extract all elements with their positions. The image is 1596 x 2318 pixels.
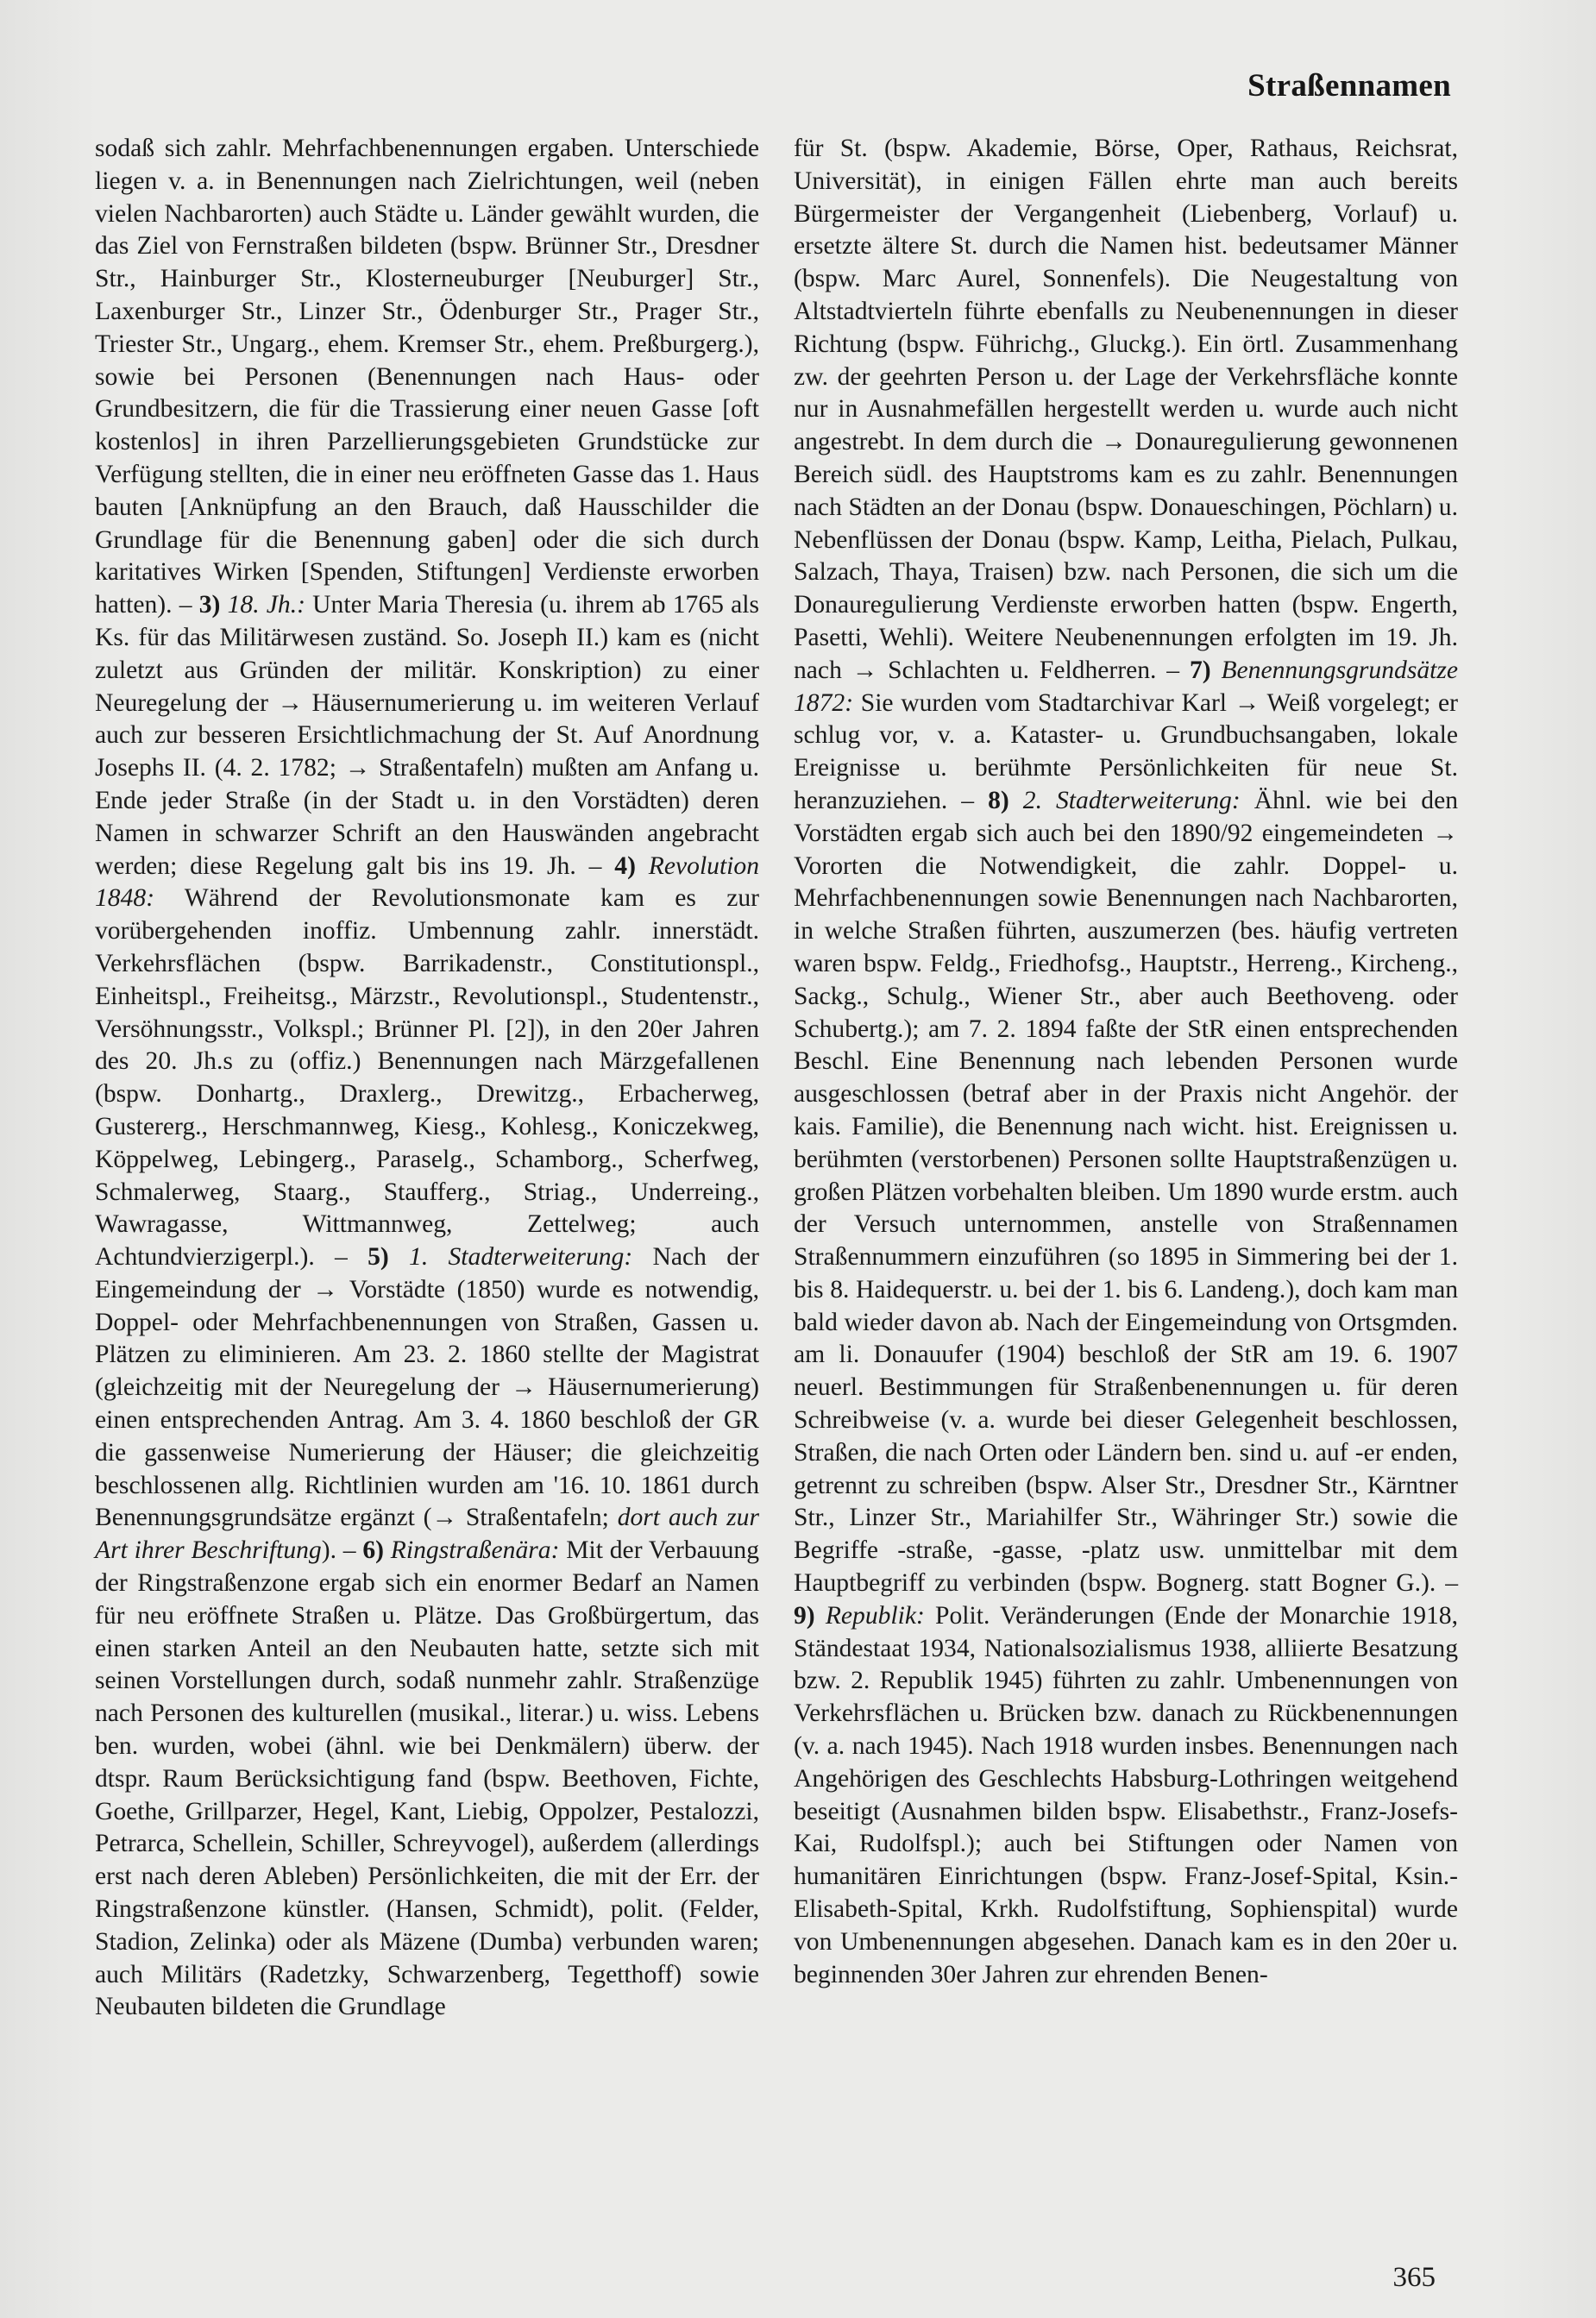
text-column-left bbox=[95, 133, 759, 2024]
section-number: 5) bbox=[368, 1243, 389, 1272]
text-run: Sie wurden vom Stadtarchivar Karl → Weiß vorgelegt; er schlug vor, v. a. Kataster- u. Grundbuchsangaben, lokale Ereignisse u. berühmte Persönlichkeiten für neue St. heranzuziehen. – bbox=[794, 688, 1458, 814]
right-column-paragraph bbox=[794, 133, 1458, 1991]
text-run: Unter Maria Theresia (u. ihrem ab 1765 als Ks. für das Militärwesen zuständ. So. Joseph II.) kam es (nicht zuletzt aus Gründen der militär. Konskription) zu einer Neuregelung der → Häusernumerierung u. im weiteren Verlauf auch zur besseren Ersichtlichmachung der St. Auf Anordnung Josephs II. (4. 2. 1782; → Straßentafeln) mußten am Anfang u. Ende jeder Straße (in der Stadt u. in den Vorstädten) deren Namen in schwarzer Schrift an den Hauswänden angebracht werden; diese Regelung galt bis ins 19. Jh. – bbox=[95, 591, 759, 880]
text-run: Ähnl. wie bei den Vorstädten ergab sich auch bei den 1890/92 eingemeindeten → Vororten die Notwendigkeit, die zahlr. Doppel- u. Mehrfachbenennungen sowie Benennungen nach Nachbarorten, in welche Straßen führten, auszumerzen (bes. häufig vertreten waren bspw. Feldg., Friedhofsg., Hauptstr., Herreng., Kircheng., Sackg., Schulg., Wiener Str., aber auch Beethoveng. oder Schubertg.); am 7. 2. 1894 faßte der StR einen entsprechenden Beschl. Eine Benennung nach lebenden Personen wurde ausgeschlossen (betraf aber in der Praxis nicht Angehör. der kais. Familie), die Benennung nach wicht. hist. Ereignissen u. berühmten (verstorbenen) Personen sollte Hauptstraßenzügen u. großen Plätzen vorbehalten bleiben. Um 1890 wurde erstm. auch der Versuch unternommen, anstelle von Straßennamen Straßennummern einzuführen (so 1895 in Simmering bei der 1. bis 8. Haidequerstr. u. bei der 1. bis 6. Landeng.), doch kam man bald wieder davon ab. Nach der Eingemeindung von Ortsgmden. am li. Donauufer (1904) beschloß der StR am 19. 6. 1907 neuerl. Bestimmungen für Straßenbenennungen u. für deren Schreibweise (v. a. wurde bei dieser Gelegenheit beschlossen, Straßen, die nach Orten oder Ländern ben. sind u. auf -er enden, getrennt zu schreiben (bspw. Alser Str., Dresdner Str., Kärntner Str., Linzer Str., Mariahilfer Str., Währinger Str.) sowie die Begriffe -straße, -gasse, -platz usw. unmittelbar mit dem Hauptbegriff zu verbinden (bspw. Bognerg. statt Bogner G.). – bbox=[794, 786, 1458, 1598]
section-heading: Republik: bbox=[825, 1601, 925, 1630]
text-run bbox=[389, 1243, 409, 1271]
left-column-paragraph bbox=[95, 133, 759, 2024]
text-run bbox=[1009, 787, 1023, 814]
text-run: sodaß sich zahlr. Mehrfachbenennungen ergaben. Unterschiede liegen v. a. in Benennungen nach Zielrichtungen, weil (neben vielen Nachbarorten) auch Städte u. Länder gewählt wurden, die das Ziel von Fernstraßen bildeten (bspw. Brünner Str., Dresdner Str., Hainburger Str., Klosterneuburger [Neuburger] Str., Laxenburger Str., Linzer Str., Ödenburger Str., Prager Str., Triester Str., Ungarg., ehem. Kremser Str., ehem. Preßburgerg.), sowie bei Personen (Benennungen nach Haus- oder Grundbesitzern, die für die Trassierung einer neuen Gasse [oft kostenlos] in ihren Parzellierungsgebieten Grundstücke zur Verfügung stellten, die in einer neu eröffneten Gasse das 1. Haus bauten [Anknüpfung an den Brauch, daß Hausschilder die Grundlage für die Benennung gaben] oder die sich durch karitatives Wirken [Spenden, Stiftungen] Verdienste erworben hatten). – bbox=[95, 135, 759, 619]
section-heading: Revolution 1848: bbox=[95, 851, 759, 913]
section-heading: 18. Jh.: bbox=[227, 591, 305, 619]
text-run bbox=[220, 591, 227, 619]
section-heading: 2. Stadterweiterung: bbox=[1022, 786, 1241, 814]
text-run bbox=[636, 852, 649, 880]
section-heading: Benennungsgrundsätze 1872: bbox=[794, 656, 1459, 717]
text-column-right bbox=[794, 133, 1458, 1991]
section-number: 7) bbox=[1189, 656, 1211, 684]
section-number: 3) bbox=[198, 591, 221, 619]
text-run: Nach der Eingemeindung der → Vorstädte (1850) wurde es notwendig, Doppel- oder Mehrfachbenennungen von Straßen, Gassen u. Plätzen zu eliminieren. Am 23. 2. 1860 stellte der Magistrat (gleichzeitig mit der Neuregelung der → Häusernumerierung) einen entsprechenden Antrag. Am 3. 4. 1860 beschloß der GR die gassenweise Numerierung der Häuser; die gleichzeitig beschlossenen allg. Richtlinien wurden am '16. 10. 1861 durch Benennungsgrundsätze ergänzt (→ Straßentafeln; bbox=[95, 1243, 759, 1532]
section-number: 8) bbox=[988, 786, 1009, 814]
section-heading: 1. Stadterweiterung: bbox=[409, 1243, 633, 1272]
text-run bbox=[815, 1602, 826, 1630]
text-run: Während der Revolutionsmonate kam es zur vorübergehenden inoffiz. Umbennung zahlr. innerstädt. Verkehrsflächen (bspw. Barrikadenstr., Constitutionspl., Einheitspl., Freiheitsg., Märzstr., Revolutionspl., Studentenstr., Versöhnungsstr., Volkspl.; Brünner Pl. [2]), in den 20er Jahren des 20. Jh.s zu (offiz.) Benennungen nach Märzgefallenen (bspw. Donhartg., Draxlerg., Drewitzg., Erbacherweg, Gustererg., Herschmannweg, Kiesg., Kohlesg., Koniczekweg, Köppelweg, Lebingerg., Paraselg., Schamborg., Scherfweg, Schmalerweg, Staarg., Staufferg., Striag., Underreing., Wawragasse, Wittmannweg, Zettelweg; auch Achtundvierzigerpl.). – bbox=[95, 884, 759, 1272]
text-run: Mit der Verbauung der Ringstraßenzone ergab sich ein enormer Bedarf an Namen für neu eröffnete Straßen u. Plätze. Das Großbürgertum, das einen starken Anteil an den Neubauten hatte, setzte sich mit seinen Vorstellungen durch, sodaß nunmehr zahlr. Straßenzüge nach Personen des kulturellen (musikal., literar.) u. wiss. Lebens ben. wurden, wobei (ähnl. wie bei Denkmälern) überw. der dtspr. Raum Berücksichtigung fand (bspw. Beethoven, Fichte, Goethe, Grillparzer, Hegel, Kant, Liebig, Oppolzer, Pestalozzi, Petrarca, Schellein, Schiller, Schreyvogel), außerdem (allerdings erst nach deren Ableben) Persönlichkeiten, die mit der Err. der Ringstraßenzone künstler. (Hansen, Schmidt), polit. (Felder, Stadion, Zelinka) oder als Mäzene (Dumba) verbunden waren; auch Militärs (Radetzky, Schwarzenberg, Tegetthoff) sowie Neubauten bildeten die Grundlage bbox=[95, 1536, 760, 2021]
text-run bbox=[1211, 656, 1222, 684]
section-heading: dort auch zur Art ihrer Beschriftung bbox=[95, 1504, 759, 1565]
section-number: 9) bbox=[794, 1601, 815, 1630]
section-number: 6) bbox=[362, 1536, 384, 1565]
running-head: Straßennamen bbox=[1247, 68, 1451, 104]
section-heading: Ringstraßenära: bbox=[390, 1536, 560, 1565]
text-run bbox=[384, 1536, 391, 1564]
text-run: ). – bbox=[321, 1536, 363, 1565]
text-run: für St. (bspw. Akademie, Börse, Oper, Rathaus, Reichsrat, Universität), in einigen Fällen ehrte man auch bereits Bürgermeister der Vergangenheit (Liebenberg, Vorlauf) u. ersetzte ältere St. durch die Namen hist. bedeutsamer Männer (bspw. Marc Aurel, Sonnenfels). Die Neugestaltung von Altstadtvierteln führte ebenfalls zu Neubenennungen in dieser Richtung (bspw. Führichg., Gluckg.). Ein örtl. Zusammenhang zw. der geehrten Person u. der Lage der Verkehrsfläche konnte nur in Ausnahmefällen hergestellt werden u. wurde auch nicht angestrebt. In dem durch die → Donauregulierung gewonnenen Bereich südl. des Hauptstroms kam es zu zahlr. Benennungen nach Städten an der Donau (bspw. Donaueschingen, Pöchlarn) u. Nebenflüssen der Donau (bspw. Kamp, Leitha, Pielach, Pulkau, Salzach, Thaya, Traisen) bzw. nach Personen, die sich um die Donauregulierung Verdienste erworben hatten (bspw. Engerth, Pasetti, Wehli). Weitere Neubenennungen erfolgten im 19. Jh. nach → Schlachten u. Feldherren. – bbox=[794, 135, 1458, 684]
page-number: 365 bbox=[1392, 2262, 1436, 2293]
text-run: Polit. Veränderungen (Ende der Monarchie 1918, Ständestaat 1934, Nationalsozialismus 1938, alliierte Besatzung bzw. 2. Republik 1945) führten zu zahlr. Umbenennungen von Verkehrsflächen u. Brücken bzw. danach zu Rückbenennungen (v. a. nach 1945). Nach 1918 wurden insbes. Benennungen nach Angehörigen des Geschlechts Habsburg-Lothringen weitgehend beseitigt (Ausnahmen bilden bspw. Elisabethstr., Franz-Josefs-Kai, Rudolfspl.); auch bei Stiftungen oder Namen von humanitären Einrichtungen (bspw. Franz-Josef-Spital, Ksin.-Elisabeth-Spital, Krkh. Rudolfstiftung, Sophienspital) wurde von Umbenennungen abgesehen. Danach kam es in den 20er u. beginnenden 30er Jahren zur ehrenden Benen- bbox=[794, 1601, 1458, 1988]
section-number: 4) bbox=[614, 851, 636, 880]
